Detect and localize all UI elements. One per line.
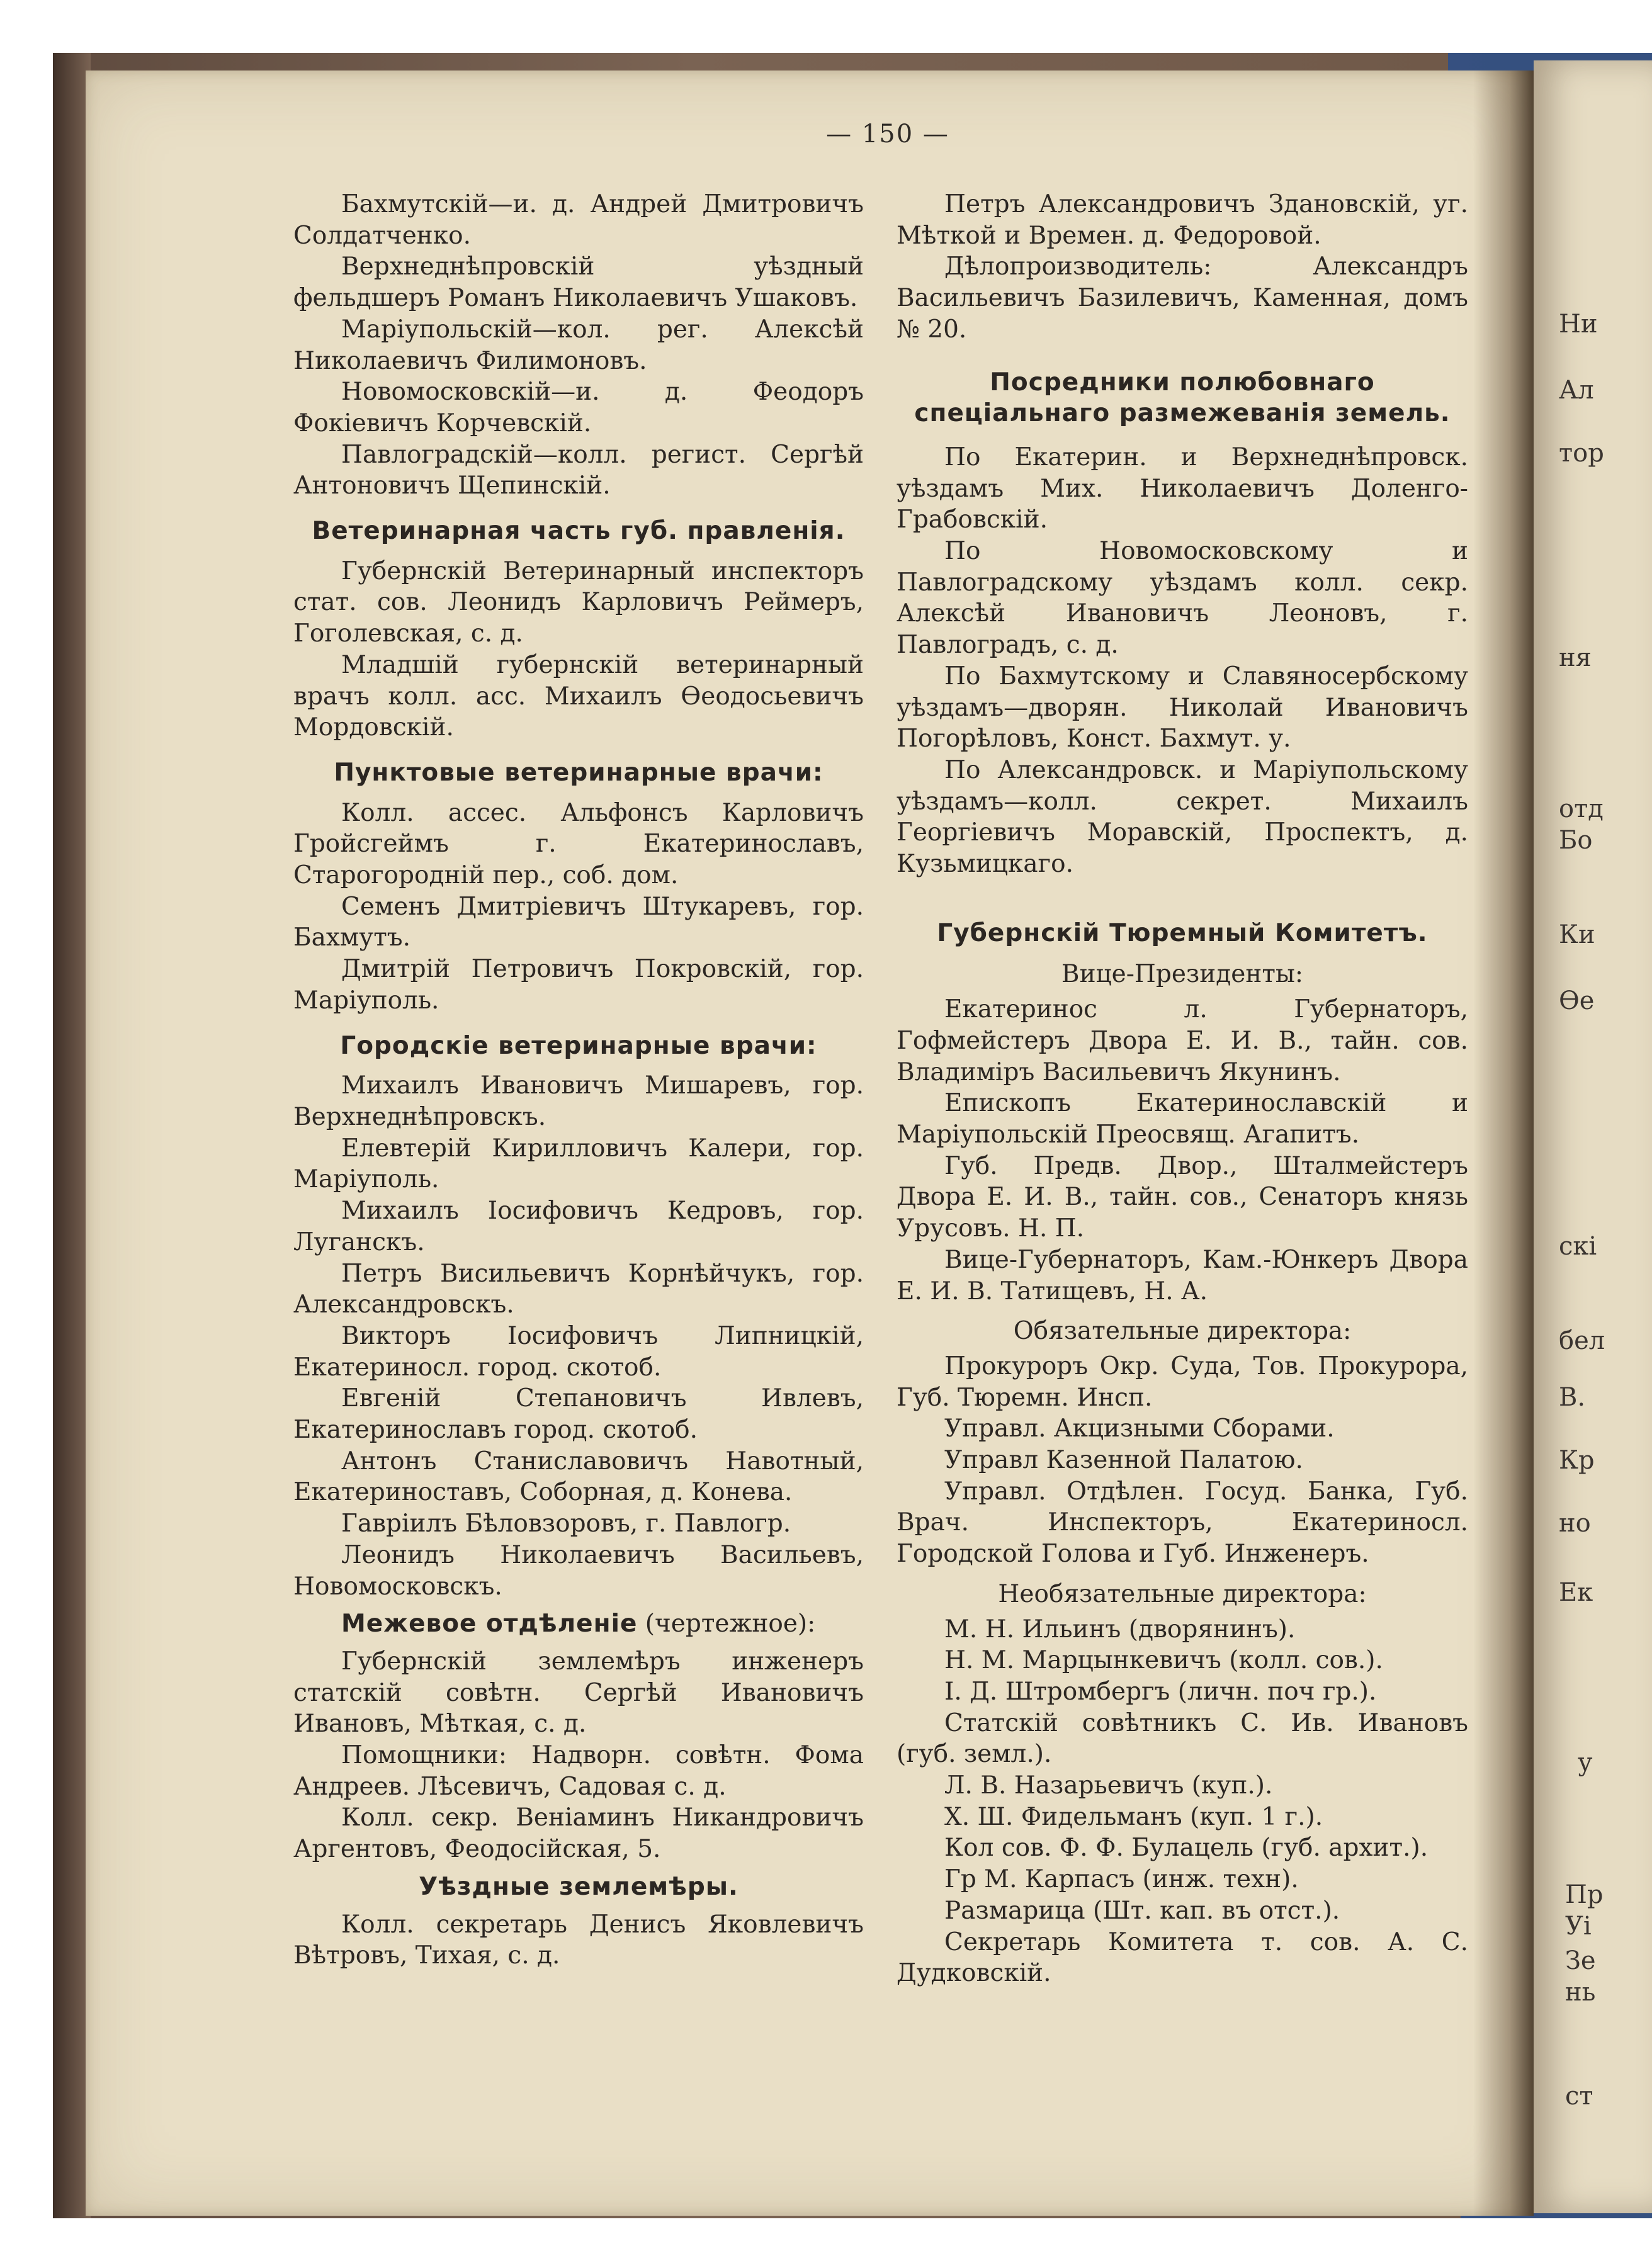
book-spine-left <box>53 53 91 2218</box>
page-gutter-shadow <box>1473 71 1534 2216</box>
next-page-text-fragment: Ки <box>1559 920 1595 949</box>
entry-paragraph: Х. Ш. Фидельманъ (куп. 1 г.). <box>944 1802 1323 1831</box>
entry-paragraph: Леонидъ Николаевичъ Васильевъ, Новомосковскъ. <box>293 1540 864 1601</box>
section-heading: Городскіе ветеринарные врачи: <box>340 1031 817 1060</box>
next-page-text-fragment: бел <box>1559 1326 1605 1355</box>
next-page-text-fragment: Кр <box>1559 1446 1595 1475</box>
entry-paragraph: Маріупольскій—кол. рег. Алексѣй Николаевичъ Филимоновъ. <box>293 315 864 375</box>
next-page-text-fragment: Ал <box>1559 376 1594 405</box>
next-page-text-fragment: у <box>1578 1748 1593 1777</box>
next-page-text-fragment: Бо <box>1559 826 1593 855</box>
entry-paragraph: Прокуроръ Окр. Суда, Тов. Прокурора, Губ. Тюремн. Инсп. <box>897 1351 1468 1412</box>
inline-heading-bold: Межевое отдѣленіе <box>341 1610 638 1639</box>
entry-paragraph: По Екатерин. и Верхнеднѣпровск. уѣздамъ Мих. Николаевичъ Доленго-Грабовскій. <box>897 443 1468 534</box>
entry-paragraph: Елевтерій Кирилловичъ Калери, гор. Маріуполь. <box>293 1134 864 1194</box>
next-page-text-fragment: ня <box>1559 643 1592 672</box>
entry-paragraph: Епископъ Екатеринославскій и Маріупольскій Преосвящ. Агапитъ. <box>897 1089 1468 1149</box>
next-page-text-fragment: Ек <box>1559 1578 1593 1607</box>
entry-paragraph: Михаилъ Ивановичъ Мишаревъ, гор. Верхнеднѣпровскъ. <box>293 1071 864 1131</box>
next-page-text-fragment: ст <box>1565 2082 1593 2111</box>
entry-paragraph: Петръ Александровичъ Здановскій, уг. Мѣткой и Времен. д. Федоровой. <box>897 190 1468 250</box>
next-page-text-fragment: Ни <box>1559 310 1598 339</box>
entry-paragraph: Младшій губернскій ветеринарный врачъ колл. асс. Михаилъ Өеодосьевичъ Мордовскій. <box>293 650 864 742</box>
entry-paragraph: По Новомосковскому и Павлоградскому уѣздамъ колл. секр. Алексѣй Ивановичъ Леоновъ, г. Павлоградъ, с. д. <box>897 537 1468 660</box>
next-page-text-fragment: но <box>1559 1509 1591 1538</box>
entry-paragraph: Помощники: Надворн. совѣтн. Фома Андреев. Лѣсевичъ, Садовая с. д. <box>293 1741 864 1801</box>
section-heading: Ветеринарная часть губ. правленія. <box>312 517 846 546</box>
entry-paragraph: Павлоградскій—колл. регист. Сергѣй Антоновичъ Щепинскій. <box>293 440 864 500</box>
inline-heading-rest: (чертежное): <box>637 1610 816 1639</box>
entry-paragraph: Дѣлопроизводитель: Александръ Васильевичъ Базилевичъ, Каменная, домъ № 20. <box>897 252 1468 344</box>
next-page-text-fragment: нь <box>1565 1978 1596 2007</box>
next-page-text-fragment: В. <box>1559 1383 1586 1412</box>
entry-paragraph: Верхнеднѣпровскій уѣздный фельдшеръ Романъ Николаевичъ Ушаковъ. <box>293 252 864 313</box>
entry-paragraph: По Бахмутскому и Славяносербскому уѣздамъ—дворян. Николай Ивановичъ Погорѣловъ, Конст. Бахмут. у. <box>897 662 1468 753</box>
entry-paragraph: Колл. ассес. Альфонсъ Карловичъ Гройсгеймъ г. Екатеринославъ, Старогородній пер., соб. дом. <box>293 798 864 890</box>
next-page-text-fragment: тор <box>1559 439 1604 468</box>
entry-paragraph: Викторъ Іосифовичъ Липницкій, Екатериносл. город. скотоб. <box>293 1321 864 1382</box>
entry-paragraph: По Александровск. и Маріупольскому уѣздамъ—колл. секрет. Михаилъ Георгіевичъ Моравскій, Проспектъ, д. Кузьмицкаго. <box>897 755 1468 879</box>
right-column <box>897 189 1468 1989</box>
entry-paragraph: Губернскій землемѣръ инженеръ статскій совѣтн. Сергѣй Ивановичъ Ивановъ, Мѣткая, с. д. <box>293 1647 864 1739</box>
entry-paragraph: Губернскій Ветеринарный инспекторъ стат. сов. Леонидъ Карловичъ Реймеръ, Гоголевская, с. д. <box>293 556 864 648</box>
entry-paragraph: Л. В. Назарьевичъ (куп.). <box>944 1771 1273 1800</box>
entry-paragraph: Петръ Висильевичъ Корнѣйчукъ, гор. Александровскъ. <box>293 1259 864 1319</box>
entry-paragraph: Размарица (Шт. кап. въ отст.). <box>944 1896 1340 1925</box>
entry-paragraph: Семенъ Дмитріевичъ Штукаревъ, гор. Бахмутъ. <box>293 892 864 952</box>
entry-paragraph: Колл. секретарь Денисъ Яковлевичъ Вѣтровъ, Тихая, с. д. <box>293 1910 864 1970</box>
entry-paragraph: Губ. Предв. Двор., Шталмейстеръ Двора Е. И. В., тайн. сов., Сенаторъ князь Урусовъ. Н. П. <box>897 1151 1468 1243</box>
entry-paragraph: Секретарь Комитета т. сов. А. С. Дудковскій. <box>897 1927 1468 1988</box>
entry-paragraph: Управл. Отдѣлен. Госуд. Банка, Губ. Врач. Инспекторъ, Екатериносл. Городской Голова и Губ. Инженеръ. <box>897 1477 1468 1569</box>
entry-paragraph: Новомосковскій—и. д. Феодоръ Фокіевичъ Корчевскій. <box>293 378 864 437</box>
section-heading: Губернскій Тюремный Комитетъ. <box>937 918 1428 947</box>
subsection-heading: Обязательные директора: <box>1013 1317 1352 1346</box>
entry-paragraph: Гр М. Карпасъ (инж. техн). <box>944 1865 1299 1894</box>
entry-paragraph: Евгеній Степановичъ Ивлевъ, Екатеринославъ город. скотоб. <box>293 1384 864 1445</box>
page-number: — 150 — <box>826 120 949 149</box>
entry-paragraph: Михаилъ Іосифовичъ Кедровъ, гор. Луганскъ. <box>293 1197 864 1256</box>
left-column <box>293 189 864 1972</box>
inline-section-heading <box>293 1608 864 1640</box>
next-page-text-fragment: Пр <box>1565 1880 1604 1909</box>
entry-paragraph: Екатеринос л. Губернаторъ, Гофмейстеръ Двора Е. И. В., тайн. сов. Владиміръ Васильевичъ Якунинъ. <box>897 995 1468 1086</box>
entry-paragraph: Антонъ Станиславовичъ Навотный, Екатериноставъ, Соборная, д. Конева. <box>293 1447 864 1507</box>
entry-paragraph: Кол сов. Ф. Ф. Булацель (губ. архит.). <box>944 1834 1429 1863</box>
next-page-text-fragment: Зе <box>1565 1946 1596 1975</box>
subsection-heading: Вице-Президенты: <box>1061 960 1304 989</box>
entry-paragraph: Управл. Акцизными Сборами. <box>944 1414 1335 1443</box>
entry-paragraph: Н. М. Марцынкевичъ (колл. сов.). <box>944 1646 1383 1675</box>
entry-paragraph: Бахмутскій—и. д. Андрей Дмитровичъ Солдатченко. <box>293 190 864 250</box>
entry-paragraph: Дмитрій Петровичъ Покровскій, гор. Маріуполь. <box>293 955 864 1015</box>
section-heading: Пунктовые ветеринарные врачи: <box>334 758 823 787</box>
entry-paragraph: Колл. секр. Веніаминъ Никандровичъ Аргентовъ, Феодосійская, 5. <box>293 1803 864 1864</box>
subsection-heading: Необязательные директора: <box>998 1579 1367 1608</box>
entry-paragraph: Вице-Губернаторъ, Кам.-Юнкеръ Двора Е. И. В. Татищевъ, Н. А. <box>897 1245 1468 1306</box>
section-heading: Уѣздные землемѣры. <box>419 1872 738 1901</box>
next-page-text-fragment: отд <box>1559 794 1604 823</box>
next-page-edge <box>1534 60 1652 2213</box>
next-page-text-fragment: скі <box>1559 1232 1597 1261</box>
entry-paragraph: Гавріилъ Бѣловзоровъ, г. Павлогр. <box>341 1509 791 1538</box>
entry-paragraph: Статскій совѣтникъ С. Ив. Ивановъ (губ. земл.). <box>897 1708 1468 1769</box>
entry-paragraph: І. Д. Штромбергъ (личн. поч гр.). <box>944 1677 1377 1706</box>
entry-paragraph: Управл Казенной Палатою. <box>944 1446 1303 1475</box>
next-page-text-fragment: Уі <box>1565 1912 1592 1941</box>
entry-paragraph: М. Н. Ильинъ (дворянинъ). <box>944 1615 1296 1644</box>
next-page-text-fragment: Ѳе <box>1559 986 1595 1015</box>
section-heading: Посредники полюбовнаго спеціальнаго размежеванія земель. <box>914 368 1451 428</box>
